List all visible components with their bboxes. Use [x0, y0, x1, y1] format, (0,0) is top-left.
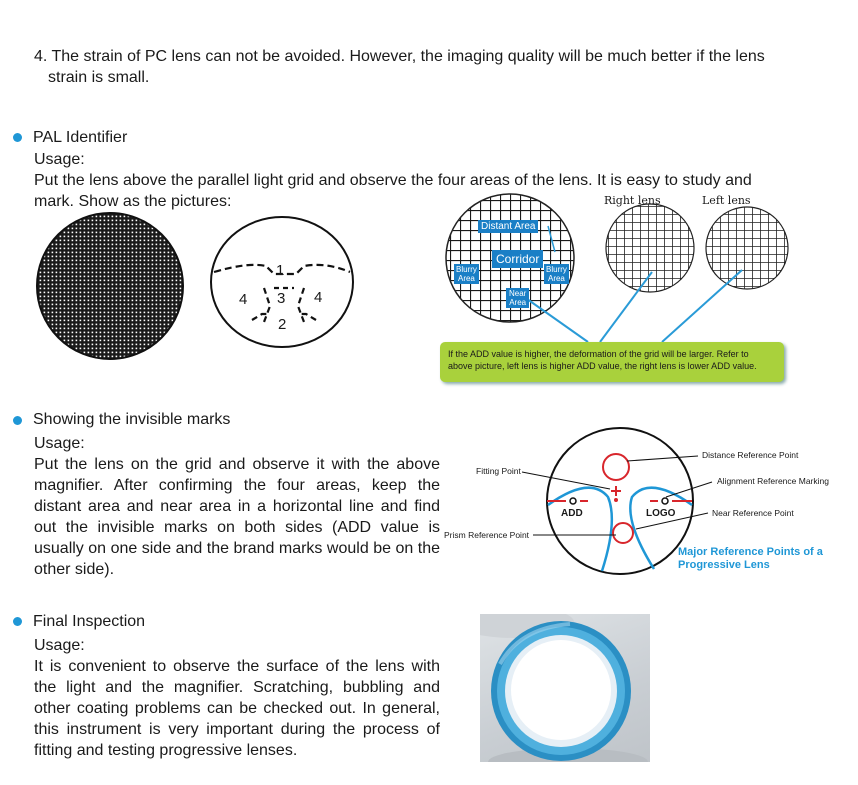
final-title: Final Inspection	[33, 613, 146, 630]
note-line1: If the ADD value is higher, the deformation of the grid will be larger. Refer to	[448, 349, 749, 359]
caption-line2: Progressive Lens	[678, 559, 770, 571]
blurry-left-label	[454, 264, 479, 284]
corridor-label: Corridor	[492, 250, 543, 268]
top-note-line1: 4. The strain of PC lens can not be avoided. However, the imaging quality will be much better if the lens	[34, 48, 765, 65]
reference-points-diagram	[440, 425, 845, 575]
lens-photo	[480, 614, 650, 762]
pal-body-line1: Put the lens above the parallel light grid and observe the four areas of the lens. It is easy to study and	[34, 172, 752, 189]
pal-usage: Usage:	[34, 151, 85, 168]
fitting-point-label: Fitting Point	[476, 466, 521, 476]
final-body: It is convenient to observe the surface of the lens with the light and the magnifier. Scratching, bubbling and other coating problems can be checked out. In general, this instrument is very important during the process of fitting and testing progressive lenses.	[34, 658, 440, 759]
near-area-label	[506, 288, 529, 308]
note-line2: above picture, left lens is higher ADD value, the right lens is lower ADD value.	[448, 361, 757, 371]
near-point-label: Near Reference Point	[712, 508, 794, 518]
invisible-body: Put the lens on the grid and observe it with the above magnifier. After confirming the four areas, keep the distant area and near area in a horizontal line and find out the invisible marks on both sides (ADD value is usually on one side and the brand marks would be on the other side).	[34, 456, 440, 578]
area-label-4-left: 4	[239, 291, 248, 308]
right-lens-label: Right lens	[604, 194, 661, 207]
top-note-line2: strain is small.	[48, 69, 150, 86]
invisible-title: Showing the invisible marks	[33, 411, 231, 428]
near-area-line1: Near	[509, 289, 527, 298]
area-label-3: 3	[277, 290, 286, 307]
area-label-4-right: 4	[314, 289, 323, 306]
area-label-1: 1	[276, 262, 285, 279]
area-label-2: 2	[278, 316, 287, 333]
final-bullet-icon	[13, 617, 22, 626]
distance-point-label: Distance Reference Point	[702, 450, 799, 460]
top-note	[34, 46, 824, 88]
blurry-right-line1: Blurry	[546, 265, 567, 274]
add-value-note	[440, 342, 784, 382]
alignment-marking-label: Alignment Reference Marking	[717, 476, 829, 486]
pal-body-line2: mark. Show as the pictures:	[34, 193, 232, 210]
near-area-line2: Area	[509, 298, 527, 307]
blurry-left-line2: Area	[457, 274, 475, 283]
grid-lens-figure	[34, 210, 186, 362]
left-lens-label: Left lens	[702, 194, 751, 207]
add-mark-label: ADD	[561, 508, 583, 519]
blurry-right-line2: Area	[547, 274, 565, 283]
logo-mark-label: LOGO	[646, 508, 676, 519]
blurry-left-line1: Blurry	[456, 265, 477, 274]
distant-area-label: Distant Area	[478, 220, 538, 233]
distortion-figure	[440, 190, 800, 390]
invisible-bullet-icon	[13, 416, 22, 425]
reference-caption	[678, 546, 823, 572]
areas-diagram	[208, 214, 356, 350]
prism-point-label: Prism Reference Point	[444, 530, 530, 540]
pal-title: PAL Identifier	[33, 129, 128, 146]
caption-line1: Major Reference Points of a	[678, 546, 823, 558]
pal-bullet-icon	[13, 133, 22, 142]
invisible-usage: Usage:	[34, 435, 85, 452]
final-usage: Usage:	[34, 637, 85, 654]
blurry-right-label	[544, 264, 569, 284]
